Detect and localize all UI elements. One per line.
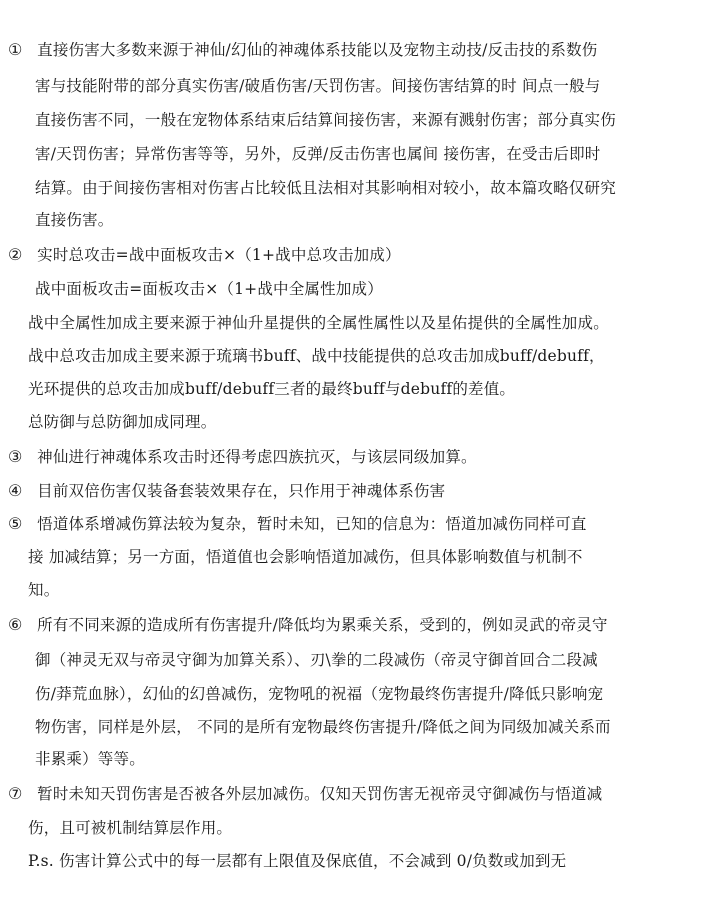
paragraph-6-line-2: 御（神灵无双与帝灵守御为加算关系）、刃\拳的二段减伤（帝灵守御首回合二段减 <box>35 651 598 669</box>
paragraph-2-line-4: 战中总攻击加成主要来源于琉璃书buff、战中技能提供的总攻击加成buff/debuff， <box>28 347 605 365</box>
paragraph-2-line-1 <box>8 245 401 265</box>
paragraph-2-line-2: 战中面板攻击=面板攻击×（1+战中全属性加成） <box>35 280 383 298</box>
line-text: 暂时未知天罚伤害是否被各外层加减伤。仅知天罚伤害无视帝灵守御减伤与悟道减 <box>32 785 603 803</box>
line-text: 神仙进行神魂体系攻击时还得考虑四族抗灭，与该层同级加算。 <box>32 448 477 466</box>
paragraph-6-line-3: 伤/莽荒血脉），幻仙的幻兽减伤，宠物吼的祝福（宠物最终伤害提升/降低只影响宠 <box>35 685 604 703</box>
line-text: 所有不同来源的造成所有伤害提升/降低均为累乘关系，受到的，例如灵武的帝灵守 <box>32 616 608 634</box>
paragraph-5-line-3: 知。 <box>28 581 60 599</box>
list-marker-1: ① <box>8 40 23 59</box>
list-marker-6: ⑥ <box>8 615 23 634</box>
paragraph-2-line-6: 总防御与总防御加成同理。 <box>28 413 217 431</box>
list-marker-2: ② <box>8 245 23 264</box>
line-text: 直接伤害大多数来源于神仙/幻仙的神魂体系技能以及宠物主动技/反击技的系数伤 <box>32 41 598 59</box>
paragraph-5-line-2: 接 加减结算；另一方面，悟道值也会影响悟道加减伤，但具体影响数值与机制不 <box>28 548 583 566</box>
list-marker-4: ④ <box>8 481 23 500</box>
paragraph-6-line-5: 非累乘）等等。 <box>35 750 145 768</box>
paragraph-1-line-4: 害/天罚伤害；异常伤害等等，另外，反弹/反击伤害也属间 接伤害，在受击后即时 <box>35 145 601 163</box>
paragraph-2-line-3: 战中全属性加成主要来源于神仙升星提供的全属性属性以及星佑提供的全属性加成。 <box>28 314 609 332</box>
paragraph-7-line-2: 伤，且可被机制结算层作用。 <box>28 819 233 837</box>
line-text: 目前双倍伤害仅装备套装效果存在，只作用于神魂体系伤害 <box>32 482 446 500</box>
line-text: 悟道体系增减伤算法较为复杂，暂时未知，已知的信息为：悟道加减伤同样可直 <box>32 515 587 533</box>
list-marker-7: ⑦ <box>8 784 23 803</box>
postscript-line: P.s. 伤害计算公式中的每一层都有上限值及保底值，不会减到 0/负数或加到无 <box>28 852 567 870</box>
paragraph-1-line-3: 直接伤害不同，一般在宠物体系结束后结算间接伤害，来源有溅射伤害；部分真实伤 <box>35 111 616 129</box>
paragraph-5-line-1 <box>8 514 587 534</box>
paragraph-7-line-1 <box>8 784 602 804</box>
paragraph-1-line-2: 害与技能附带的部分真实伤害/破盾伤害/天罚伤害。间接伤害结算的时 间点一般与 <box>35 77 601 95</box>
paragraph-3-line-1 <box>8 447 477 467</box>
paragraph-1-line-6: 直接伤害。 <box>35 211 114 229</box>
paragraph-6-line-1 <box>8 615 608 635</box>
list-marker-3: ③ <box>8 447 23 466</box>
paragraph-6-line-4: 物伤害，同样是外层， 不同的是所有宠物最终伤害提升/降低之间为同级加减关系而 <box>35 718 611 736</box>
list-marker-5: ⑤ <box>8 514 23 533</box>
line-text: 实时总攻击=战中面板攻击×（1+战中总攻击加成） <box>32 246 401 264</box>
paragraph-1-line-1 <box>8 40 597 60</box>
paragraph-2-line-5: 光环提供的总攻击加成buff/debuff三者的最终buff与debuff的差值。 <box>28 380 516 398</box>
paragraph-1-line-5: 结算。由于间接伤害相对伤害占比较低且法相对其影响相对较小，故本篇攻略仅研究 <box>35 179 616 197</box>
paragraph-4-line-1 <box>8 481 445 501</box>
